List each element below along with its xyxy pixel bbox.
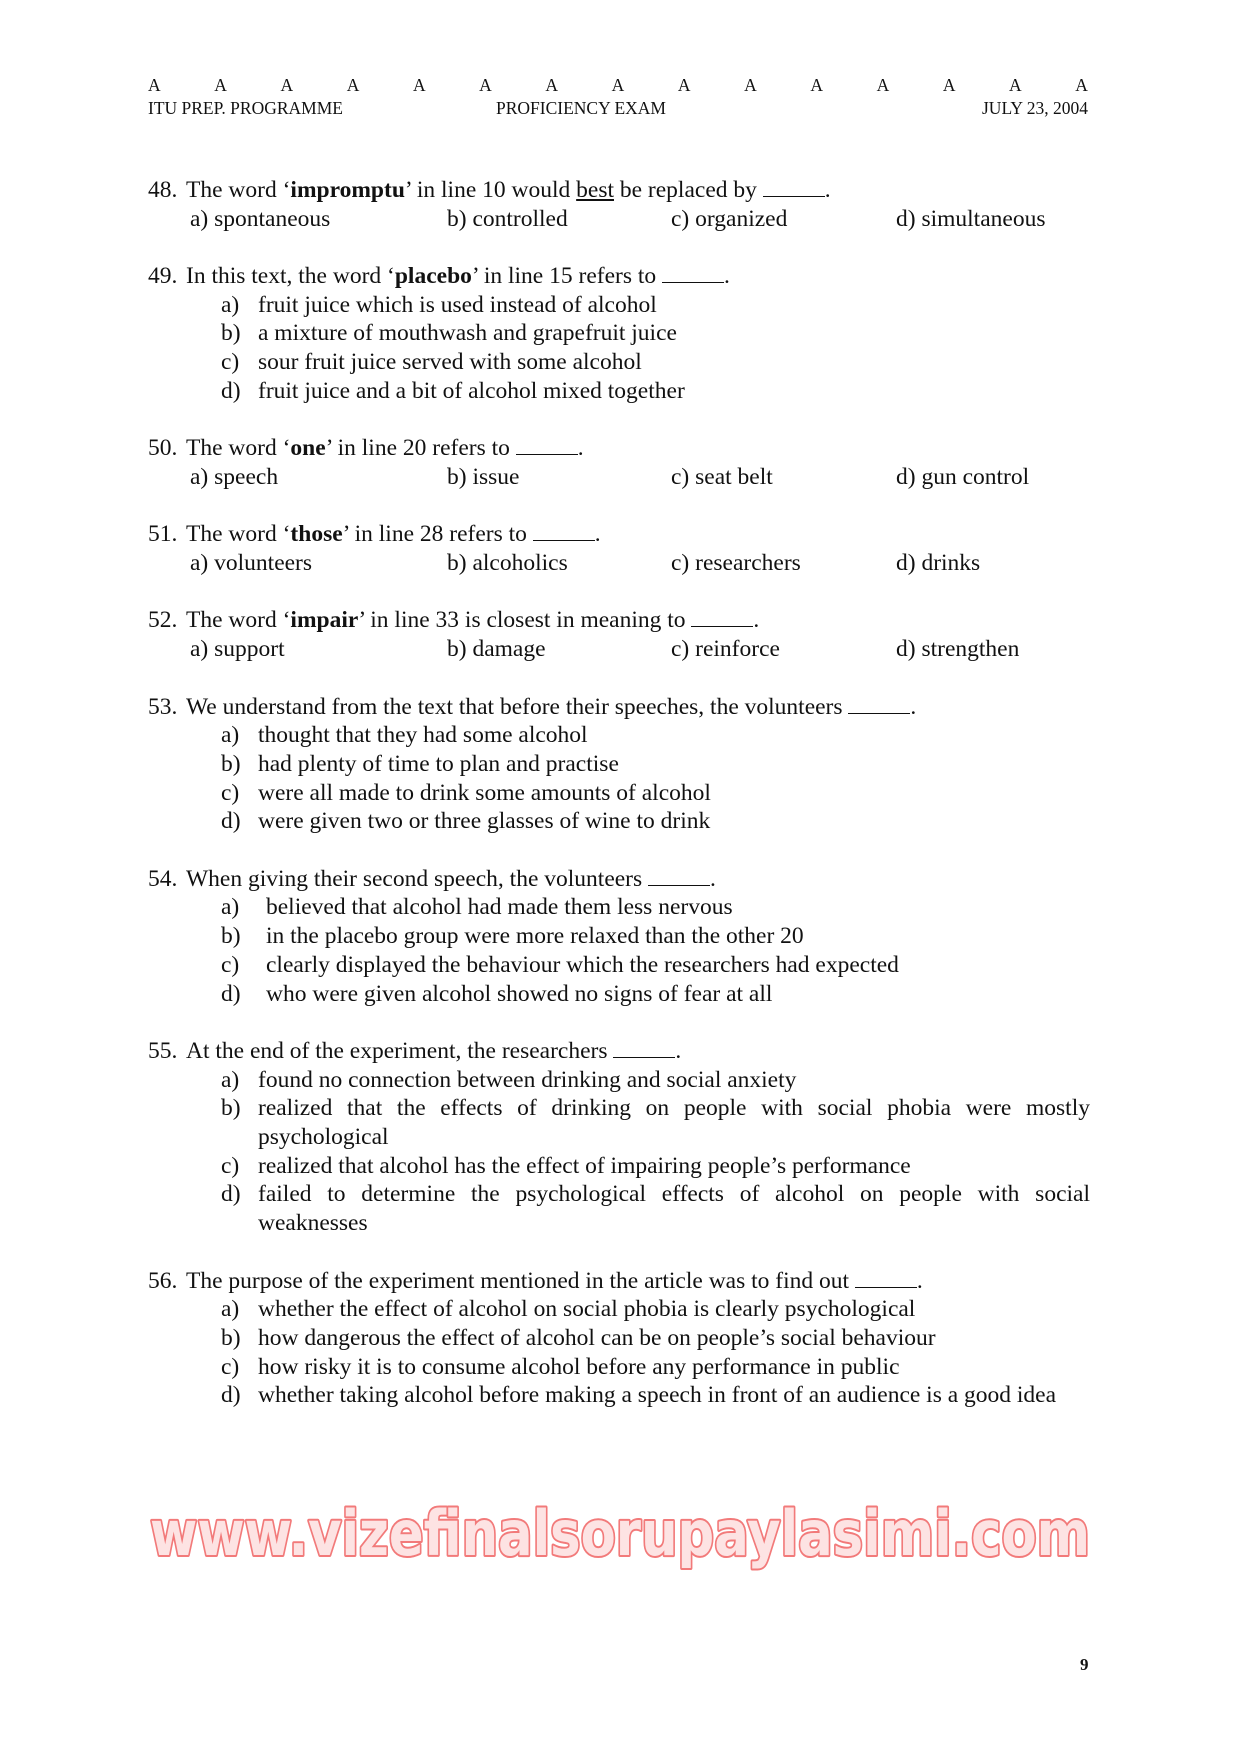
question-list: [148, 176, 1090, 1439]
stem-text: ’ in line 10 would: [404, 177, 577, 203]
header-letter: A: [148, 75, 161, 95]
stem-end: .: [710, 865, 716, 892]
answer-option[interactable]: d) gun control: [896, 463, 1030, 490]
options-row: [148, 205, 1090, 234]
question-number: 56.: [148, 1267, 178, 1294]
stem-end: .: [910, 693, 917, 720]
question-stem: [148, 865, 1090, 894]
answer-option[interactable]: [148, 807, 1090, 836]
stem-end: .: [675, 1037, 682, 1064]
header-letter: A: [810, 75, 823, 95]
option-letter: c): [221, 779, 240, 806]
question-number: 50.: [148, 435, 178, 462]
option-text: were given two or three glasses of wine to drink: [258, 808, 711, 835]
answer-option[interactable]: a) support: [190, 636, 285, 663]
answer-option[interactable]: [148, 980, 1090, 1009]
header-letter: A: [1075, 75, 1088, 95]
answer-blank: [855, 1269, 917, 1288]
answer-option[interactable]: [148, 1353, 1090, 1382]
question-53: [148, 693, 1090, 837]
option-text: were all made to drink some amounts of alcohol: [258, 779, 711, 806]
answer-option[interactable]: [148, 922, 1090, 951]
option-text: had plenty of time to plan and practise: [258, 750, 619, 777]
question-56: [148, 1267, 1090, 1411]
option-text: how risky it is to consume alcohol before any performance in public: [258, 1353, 900, 1380]
option-text: fruit juice which is used instead of alcohol: [258, 291, 657, 318]
answer-option[interactable]: a) speech: [190, 463, 279, 490]
option-letter: b): [221, 1095, 241, 1122]
option-text: sour fruit juice served with some alcohol: [258, 349, 642, 376]
question-stem: [148, 262, 1090, 291]
option-letter: a): [221, 1066, 240, 1093]
header-programme: ITU PREP. PROGRAMME: [148, 98, 343, 118]
stem-text: We understand from the text that before their speeches, the volunteers: [186, 693, 849, 720]
question-stem: [148, 176, 1090, 205]
stem-end: .: [753, 607, 760, 634]
answer-option[interactable]: [148, 377, 1090, 406]
question-number: 52.: [148, 607, 178, 634]
option-text: who were given alcohol showed no signs of fear at all: [266, 980, 773, 1007]
options-row: [148, 463, 1090, 492]
key-word: one: [290, 435, 326, 462]
answer-option[interactable]: c) organized: [671, 205, 788, 232]
answer-blank: [848, 695, 910, 714]
options-row: [148, 635, 1090, 664]
question-number: 55.: [148, 1037, 178, 1064]
option-letter: b): [221, 320, 241, 347]
key-word: placebo: [394, 263, 472, 290]
answer-blank: [691, 608, 753, 627]
question-54: [148, 865, 1090, 1009]
answer-option[interactable]: d) strengthen: [896, 636, 1020, 663]
option-letter: a): [221, 291, 240, 318]
answer-option[interactable]: [148, 348, 1090, 377]
question-number: 49.: [148, 263, 178, 290]
answer-option[interactable]: c) researchers: [671, 550, 801, 577]
question-number: 53.: [148, 693, 178, 720]
answer-option[interactable]: b) damage: [447, 636, 546, 663]
header-letter: A: [412, 75, 426, 95]
answer-option[interactable]: [148, 750, 1090, 779]
option-letter: d): [221, 377, 241, 404]
option-letter: d): [221, 808, 241, 835]
options-row: [148, 549, 1090, 578]
stem-text: ’ in line 33 is closest in meaning to: [358, 607, 692, 634]
answer-option[interactable]: a) volunteers: [190, 550, 313, 577]
option-text: thought that they had some alcohol: [258, 722, 588, 749]
option-text: clearly displayed the behaviour which the researchers had expected: [266, 951, 899, 978]
stem-text: The word ‘: [186, 435, 291, 462]
option-text: fruit juice and a bit of alcohol mixed together: [258, 377, 685, 404]
stem-end: .: [824, 177, 831, 203]
answer-blank: [648, 867, 710, 886]
underlined-word: best: [576, 177, 614, 203]
answer-option[interactable]: [148, 1152, 1090, 1181]
option-letter: b): [221, 923, 241, 950]
answer-option[interactable]: c) seat belt: [671, 463, 773, 490]
answer-option[interactable]: [148, 893, 1090, 922]
answer-blank: [763, 178, 825, 197]
header-letter: A: [545, 75, 559, 95]
option-text: realized that alcohol has the effect of impairing people’s performance: [258, 1152, 911, 1179]
answer-option[interactable]: [148, 779, 1090, 808]
answer-option[interactable]: [148, 721, 1090, 750]
answer-blank: [516, 436, 578, 455]
answer-option[interactable]: b) controlled: [447, 205, 568, 232]
answer-blank: [613, 1039, 675, 1058]
answer-option[interactable]: a) spontaneous: [190, 205, 331, 232]
question-50: [148, 434, 1090, 491]
stem-text: In this text, the word ‘: [186, 263, 395, 290]
stem-text: The purpose of the experiment mentioned in the article was to find out: [186, 1267, 855, 1294]
stem-text: be replaced by: [614, 177, 763, 203]
question-number: 51.: [148, 521, 178, 548]
question-stem: [148, 693, 1090, 722]
question-number: 54.: [148, 865, 178, 892]
question-stem: [148, 434, 1090, 463]
stem-text: ’ in line 15 refers to: [471, 263, 663, 290]
stem-text: When giving their second speech, the volunteers: [186, 865, 649, 892]
option-letter: d): [221, 980, 241, 1007]
option-text: found no connection between drinking and social anxiety: [258, 1066, 797, 1093]
answer-option[interactable]: [148, 1094, 1090, 1151]
option-text: failed to determine the psychological effects of alcohol on people with social weaknesses: [258, 1181, 1090, 1237]
question-stem: [148, 520, 1090, 549]
stem-text: The word ‘: [186, 607, 291, 634]
stem-end: .: [724, 263, 730, 290]
answer-option[interactable]: [148, 291, 1090, 320]
option-letter: c): [221, 951, 240, 978]
header-letter: A: [744, 75, 757, 95]
option-text: whether the effect of alcohol on social phobia is clearly psychological: [258, 1296, 916, 1323]
option-letter: b): [221, 750, 241, 777]
answer-blank: [662, 264, 724, 283]
header-letter: A: [280, 75, 294, 95]
answer-option[interactable]: [148, 1381, 1090, 1410]
option-letter: a): [221, 722, 240, 749]
option-letter: a): [221, 894, 240, 921]
header-letter: A: [479, 75, 492, 95]
header-letter: A: [942, 75, 956, 95]
option-letter: c): [221, 1353, 240, 1380]
answer-option[interactable]: [148, 1295, 1090, 1324]
header-letter: A: [876, 75, 890, 95]
header-row: [148, 98, 1088, 119]
header-date: JULY 23, 2004: [982, 98, 1088, 118]
question-55: [148, 1037, 1090, 1238]
key-word: impair: [290, 607, 359, 634]
answer-blank: [533, 522, 595, 541]
question-number: 48.: [148, 177, 178, 203]
watermark-text: www.vizefinalsorupaylasimi.com: [150, 1497, 1090, 1570]
stem-end: .: [577, 435, 584, 462]
answer-option[interactable]: [148, 1324, 1090, 1353]
question-stem: [148, 606, 1090, 635]
header-letter: A: [214, 75, 227, 95]
option-letter: d): [221, 1382, 241, 1409]
option-text: realized that the effects of drinking on people with social phobia were mostly psychological: [258, 1095, 1090, 1151]
option-text: how dangerous the effect of alcohol can be on people’s social behaviour: [258, 1324, 936, 1351]
answer-option[interactable]: b) alcoholics: [447, 550, 568, 577]
stem-text: ’ in line 28 refers to: [342, 521, 533, 548]
key-word: those: [290, 521, 343, 548]
header-letter: A: [611, 75, 625, 95]
answer-option[interactable]: d) drinks: [896, 550, 981, 577]
stem-end: .: [594, 521, 601, 548]
stem-end: .: [916, 1267, 923, 1294]
question-stem: [148, 1037, 1090, 1066]
option-letter: b): [221, 1324, 241, 1351]
stem-text: The word ‘: [186, 177, 291, 203]
question-52: [148, 606, 1090, 663]
option-letter: a): [221, 1296, 240, 1323]
option-letter: c): [221, 1152, 240, 1179]
question-48: [148, 176, 1090, 233]
question-51: [148, 520, 1090, 577]
answer-option[interactable]: [148, 951, 1090, 980]
watermark: [0, 1480, 1240, 1590]
stem-text: ’ in line 20 refers to: [325, 435, 516, 462]
key-word: impromptu: [290, 177, 405, 203]
header-letter: A: [677, 75, 691, 95]
page-number: 9: [1080, 1655, 1089, 1674]
stem-text: At the end of the experiment, the researchers: [186, 1037, 614, 1064]
question-49: [148, 262, 1090, 406]
header-letter: A: [346, 75, 360, 95]
answer-option[interactable]: [148, 1066, 1090, 1095]
stem-text: The word ‘: [186, 521, 291, 548]
answer-option[interactable]: [148, 319, 1090, 348]
answer-option[interactable]: [148, 1180, 1090, 1237]
option-letter: d): [221, 1181, 241, 1208]
answer-option[interactable]: d) simultaneous: [896, 205, 1046, 232]
header-letter: A: [1009, 75, 1022, 95]
option-text: in the placebo group were more relaxed than the other 20: [266, 923, 804, 950]
option-letter: c): [221, 349, 240, 376]
option-text: a mixture of mouthwash and grapefruit juice: [258, 320, 677, 347]
answer-option[interactable]: c) reinforce: [671, 636, 780, 663]
answer-option[interactable]: b) issue: [447, 463, 520, 490]
option-text: believed that alcohol had made them less nervous: [266, 894, 733, 921]
option-text: whether taking alcohol before making a speech in front of an audience is a good idea: [258, 1382, 1057, 1409]
header-exam-title: PROFICIENCY EXAM: [496, 98, 666, 118]
header-letter-row: [148, 75, 1088, 96]
question-stem: [148, 1267, 1090, 1296]
